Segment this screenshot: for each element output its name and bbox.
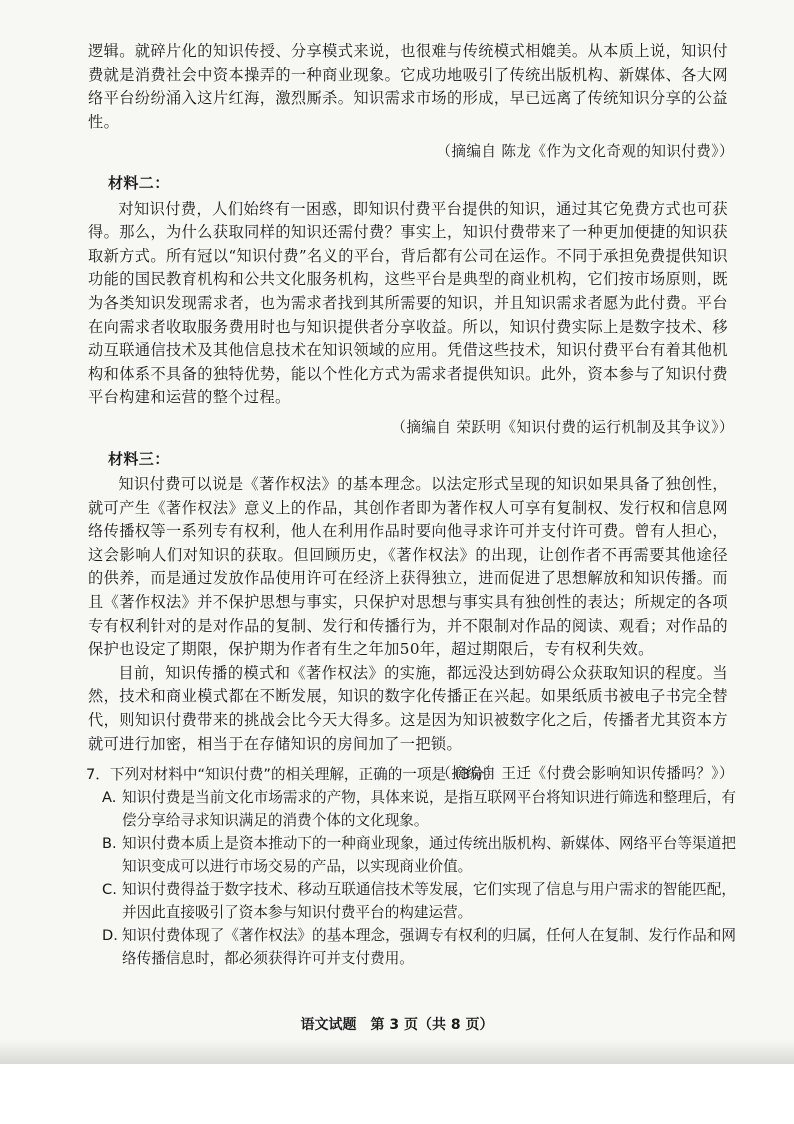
scan-shadow [0, 1040, 794, 1064]
option-b [102, 832, 736, 878]
passage-continued: 逻辑。就碎片化的知识传授、分享模式来说，也很难与传统模式相媲美。从本质上说，知识付费就是消费社会中资本操弄的一种商业现象。它成功地吸引了传统出版机构、新媒体、各大网络平台纷纷涌入这片红海，激烈厮杀。知识需求市场的形成，早已远离了传统知识分享的公益性。 [88, 42, 728, 131]
option-text: 知识付费体现了《著作权法》的基本理念，强调专有权利的归属，任何人在复制、发行作品和网络传播信息时，都必须获得许可并支付费用。 [122, 927, 736, 967]
option-a [102, 786, 736, 832]
option-d [102, 924, 736, 970]
option-text: 知识付费得益于数字技术、移动互联通信技术等发展，它们实现了信息与用户需求的智能匹配，并因此直接吸引了资本参与知识付费平台的构建运营。 [122, 881, 736, 921]
reading-passage [88, 40, 734, 790]
source-citation-1: （摘编自 陈龙《作为文化奇观的知识付费》） [436, 143, 734, 161]
page-footer: 语文试题 第 3 页（共 8 页） [300, 1017, 494, 1033]
option-c [102, 878, 736, 924]
option-key: A. [102, 789, 117, 806]
option-key: D. [102, 927, 118, 944]
source-citation-3: （摘编自 王迁《付费会影响知识传播吗？》） [436, 765, 734, 783]
question-7 [86, 763, 736, 970]
material-3-paragraph-1: 知识付费可以说是《著作权法》的基本理念。以法定形式呈现的知识如果具备了独创性，就可产生《著作权法》意义上的作品，其创作者即为著作权人可享有复制权、发行权和信息网络传播权等一系列专有权利，他人在利用作品时要向他寻求许可并支付许可费。曾有人担心，这会影响人们对知识的获取。但回顾历史，《著作权法》的出现，让创作者不再需要其他途径的供养，而是通过发放作品使用许可在经济上获得独立，进而促进了思想解放和知识传播。而且《著作权法》并不保护思想与事实，只保护对思想与事实具有独创性的表达；所规定的各项专有权利针对的是对作品的复制、发行和传播行为，并不限制对作品的阅读、观看；对作品的保护也设定了期限，保护期为作者有生之年加50年，超过期限后，专有权利失效。 [88, 475, 728, 659]
option-text: 知识付费本质上是资本推动下的一种商业现象，通过传统出版机构、新媒体、网络平台等渠道把知识变成可以进行市场交易的产品，以实现商业价值。 [122, 835, 736, 875]
material-2-heading: 材料二： [108, 173, 170, 192]
material-2-text: 对知识付费，人们始终有一困惑，即知识付费平台提供的知识，通过其它免费方式也可获得。那么，为什么获取同样的知识还需付费？事实上，知识付费带来了一种更加便捷的知识获取新方式。所有冠以“知识付费”名义的平台，背后都有公司在运作。不同于承担免费提供知识功能的国民教育机构和公共文化服务机构，这些平台是典型的商业机构，它们按市场原则，既为各类知识发现需求者，也为需求者找到其所需要的知识，并且知识需求者愿为此付费。平台在向需求者收取服务费用时也与知识提供者分享收益。所以，知识付费实际上是数字技术、移动互联通信技术及其他信息技术在知识领域的应用。凭借这些技术，知识付费平台有着其他机构和体系不具备的独特优势，能以个性化方式为需求者提供知识。此外，资本参与了知识付费平台构建和运营的整个过程。 [88, 199, 728, 407]
material-3-heading: 材料三： [108, 449, 170, 468]
question-stem: 7．下列对材料中“知识付费”的相关理解，正确的一项是（3分） [86, 766, 500, 783]
option-text: 知识付费是当前文化市场需求的产物，具体来说，是指互联网平台将知识进行筛选和整理后，有偿分享给寻求知识满足的消费个体的文化现象。 [122, 789, 736, 829]
material-3-paragraph-2: 目前，知识传播的模式和《著作权法》的实施，都远没达到妨碍公众获取知识的程度。当然，技术和商业模式都在不断发展，知识的数字化传播正在兴起。如果纸质书被电子书完全替代，则知识付费带来的挑战会比今天大得多。这是因为知识被数字化之后，传播者尤其资本方就可进行加密，相当于在存储知识的房间加了一把锁。 [88, 663, 728, 753]
option-key: B. [102, 835, 117, 852]
option-key: C. [102, 881, 117, 898]
source-citation-2: （摘编自 荣跃明《知识付费的运行机制及其争议》） [391, 418, 734, 436]
